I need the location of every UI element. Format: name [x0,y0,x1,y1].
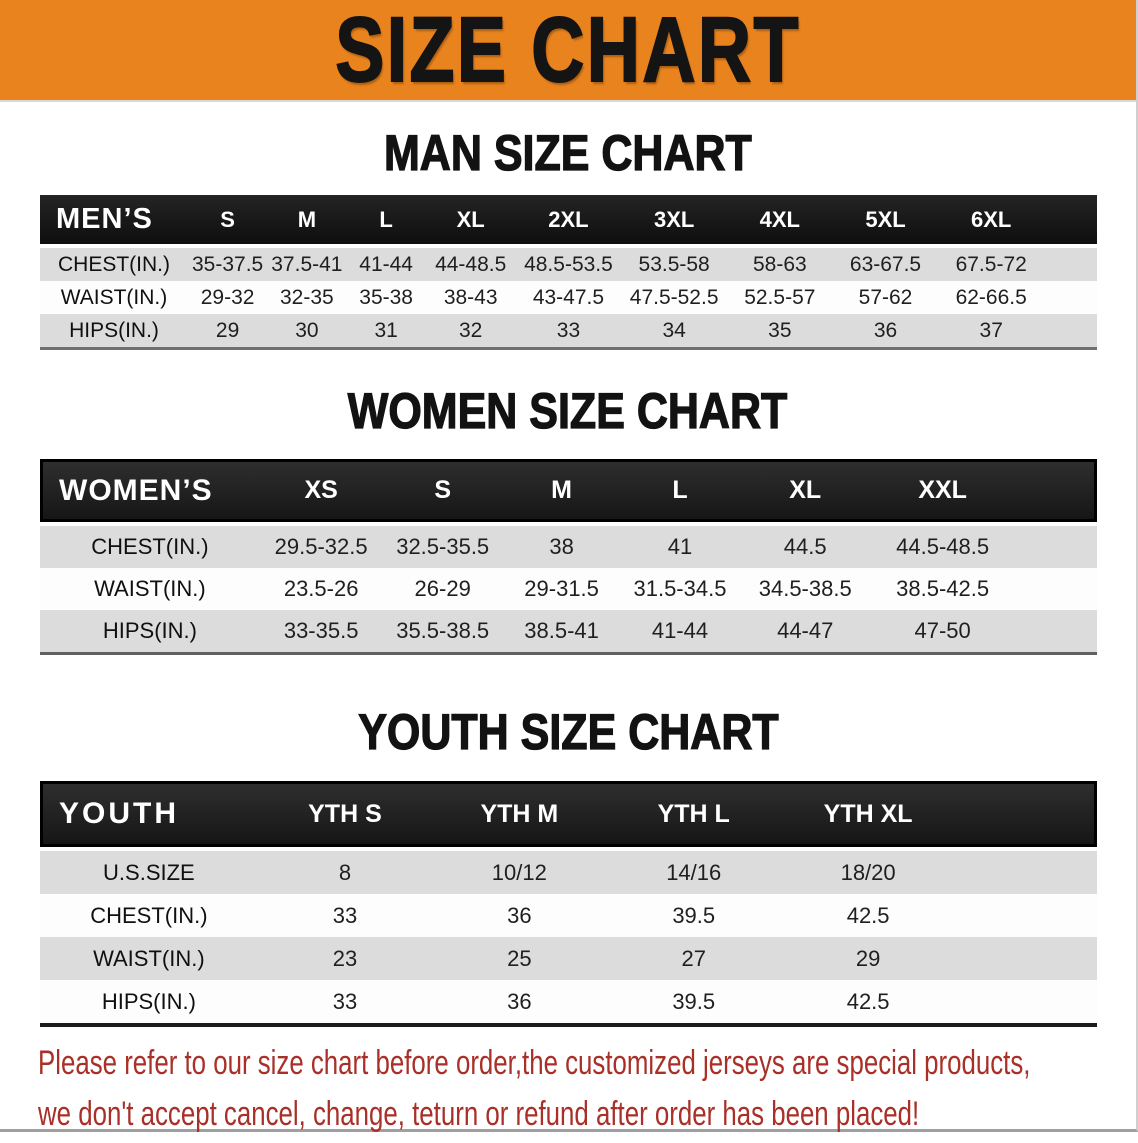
size-value-cell: 41-44 [620,610,739,655]
size-value-cell: 35-38 [347,281,426,314]
size-column-header: 5XL [833,195,939,244]
size-value-cell: 8 [258,847,432,894]
size-column-header: 3XL [621,195,727,244]
size-value-cell: 29-32 [188,281,267,314]
row-spacer [955,980,1097,1027]
banner [0,0,1136,102]
size-value-cell: 32.5-35.5 [382,522,502,568]
size-value-cell: 29 [188,314,267,350]
size-value-cell: 31.5-34.5 [620,568,739,610]
size-value-cell: 35-37.5 [188,244,267,281]
table-row [40,980,1097,1027]
size-column-header: 2XL [516,195,622,244]
notice-line-text: Please refer to our size chart before order,the customized jerseys are special products, [38,1044,1031,1082]
size-value-cell: 39.5 [607,980,781,1027]
table-head [40,459,1097,522]
size-value-cell: 31 [347,314,426,350]
row-label: U.S.SIZE [40,847,258,894]
section-heading-men [0,125,1136,181]
size-table-youth [40,781,1097,1027]
charts-container [0,125,1136,1027]
size-section-men [0,125,1136,350]
size-value-cell: 32 [426,314,516,350]
size-value-cell: 44.5 [740,522,871,568]
table-row [40,847,1097,894]
size-value-cell: 18/20 [781,847,955,894]
size-value-cell: 41-44 [347,244,426,281]
size-value-cell: 53.5-58 [621,244,727,281]
size-value-cell: 26-29 [382,568,502,610]
size-value-cell: 10/12 [432,847,606,894]
size-value-cell: 30 [267,314,346,350]
section-heading-text: MAN SIZE CHART [384,125,752,181]
size-value-cell: 35 [727,314,833,350]
size-value-cell: 52.5-57 [727,281,833,314]
size-value-cell: 44-47 [740,610,871,655]
size-value-cell: 29.5-32.5 [260,522,383,568]
row-spacer [955,937,1097,980]
header-spacer [1015,459,1098,522]
size-value-cell: 23.5-26 [260,568,383,610]
size-column-header: 6XL [938,195,1044,244]
header-spacer [1044,195,1097,244]
table-body [40,522,1097,655]
size-value-cell: 36 [833,314,939,350]
size-value-cell: 38.5-42.5 [871,568,1015,610]
size-section-youth [0,704,1136,1027]
row-label: HIPS(IN.) [40,610,260,655]
size-value-cell: 33-35.5 [260,610,383,655]
table-row [40,522,1097,568]
size-column-header: L [347,195,426,244]
size-column-header: L [620,459,739,522]
table-row [40,937,1097,980]
table-row [40,281,1097,314]
size-value-cell: 58-63 [727,244,833,281]
table-row [40,894,1097,937]
size-value-cell: 67.5-72 [938,244,1044,281]
size-column-header: M [503,459,620,522]
size-value-cell: 36 [432,980,606,1027]
notice-line [38,1092,1136,1143]
row-spacer [1044,244,1097,281]
size-value-cell: 62-66.5 [938,281,1044,314]
size-value-cell: 48.5-53.5 [516,244,622,281]
size-value-cell: 47-50 [871,610,1015,655]
size-column-header: XS [260,459,383,522]
row-label: CHEST(IN.) [40,894,258,937]
banner-title: SIZE CHART [335,0,801,101]
table-body [40,847,1097,1027]
size-value-cell: 38.5-41 [503,610,620,655]
size-table-women [40,459,1097,655]
size-column-header: XXL [871,459,1015,522]
size-value-cell: 29-31.5 [503,568,620,610]
size-column-header: S [188,195,267,244]
size-value-cell: 63-67.5 [833,244,939,281]
size-column-header: 4XL [727,195,833,244]
row-spacer [1015,610,1098,655]
row-label: HIPS(IN.) [40,314,188,350]
size-value-cell: 38-43 [426,281,516,314]
size-value-cell: 38 [503,522,620,568]
row-spacer [1044,281,1097,314]
row-label: CHEST(IN.) [40,244,188,281]
table-head [40,781,1097,847]
size-value-cell: 39.5 [607,894,781,937]
table-header-row [40,459,1097,522]
size-value-cell: 23 [258,937,432,980]
notice-line-text: we don't accept cancel, change, teturn or refund after order has been placed! [38,1095,920,1133]
table-corner-label: WOMEN’S [40,459,260,522]
section-heading-women [0,383,1136,439]
header-spacer [955,781,1097,847]
size-section-women [0,383,1136,655]
table-head [40,195,1097,244]
size-value-cell: 33 [258,894,432,937]
table-row [40,610,1097,655]
size-value-cell: 36 [432,894,606,937]
table-body [40,244,1097,350]
row-spacer [955,847,1097,894]
size-value-cell: 37.5-41 [267,244,346,281]
size-table-men [40,195,1097,350]
size-value-cell: 34.5-38.5 [740,568,871,610]
row-spacer [1044,314,1097,350]
table-header-row [40,195,1097,244]
size-value-cell: 29 [781,937,955,980]
section-heading-text: WOMEN SIZE CHART [348,383,788,439]
table-header-row [40,781,1097,847]
row-label: WAIST(IN.) [40,281,188,314]
row-spacer [955,894,1097,937]
size-value-cell: 14/16 [607,847,781,894]
size-value-cell: 42.5 [781,980,955,1027]
size-column-header: YTH XL [781,781,955,847]
table-row [40,244,1097,281]
table-row [40,314,1097,350]
size-value-cell: 44.5-48.5 [871,522,1015,568]
size-value-cell: 27 [607,937,781,980]
row-label: CHEST(IN.) [40,522,260,568]
size-column-header: S [382,459,502,522]
size-value-cell: 44-48.5 [426,244,516,281]
size-column-header: YTH S [258,781,432,847]
size-value-cell: 34 [621,314,727,350]
size-value-cell: 47.5-52.5 [621,281,727,314]
section-heading-youth [0,704,1136,760]
notice-line [38,1041,1136,1092]
size-value-cell: 25 [432,937,606,980]
table-corner-label: YOUTH [40,781,258,847]
size-column-header: XL [426,195,516,244]
size-column-header: YTH L [607,781,781,847]
row-spacer [1015,568,1098,610]
row-spacer [1015,522,1098,568]
size-value-cell: 57-62 [833,281,939,314]
row-label: HIPS(IN.) [40,980,258,1027]
size-value-cell: 32-35 [267,281,346,314]
size-column-header: YTH M [432,781,606,847]
size-value-cell: 37 [938,314,1044,350]
section-heading-text: YOUTH SIZE CHART [357,704,779,760]
size-value-cell: 42.5 [781,894,955,937]
size-value-cell: 33 [516,314,622,350]
size-value-cell: 41 [620,522,739,568]
size-column-header: M [267,195,346,244]
table-row [40,568,1097,610]
row-label: WAIST(IN.) [40,568,260,610]
table-corner-label: MEN’S [40,195,188,244]
row-label: WAIST(IN.) [40,937,258,980]
size-column-header: XL [740,459,871,522]
size-value-cell: 35.5-38.5 [382,610,502,655]
footer-notice [38,1041,1136,1143]
size-value-cell: 43-47.5 [516,281,622,314]
size-value-cell: 33 [258,980,432,1027]
